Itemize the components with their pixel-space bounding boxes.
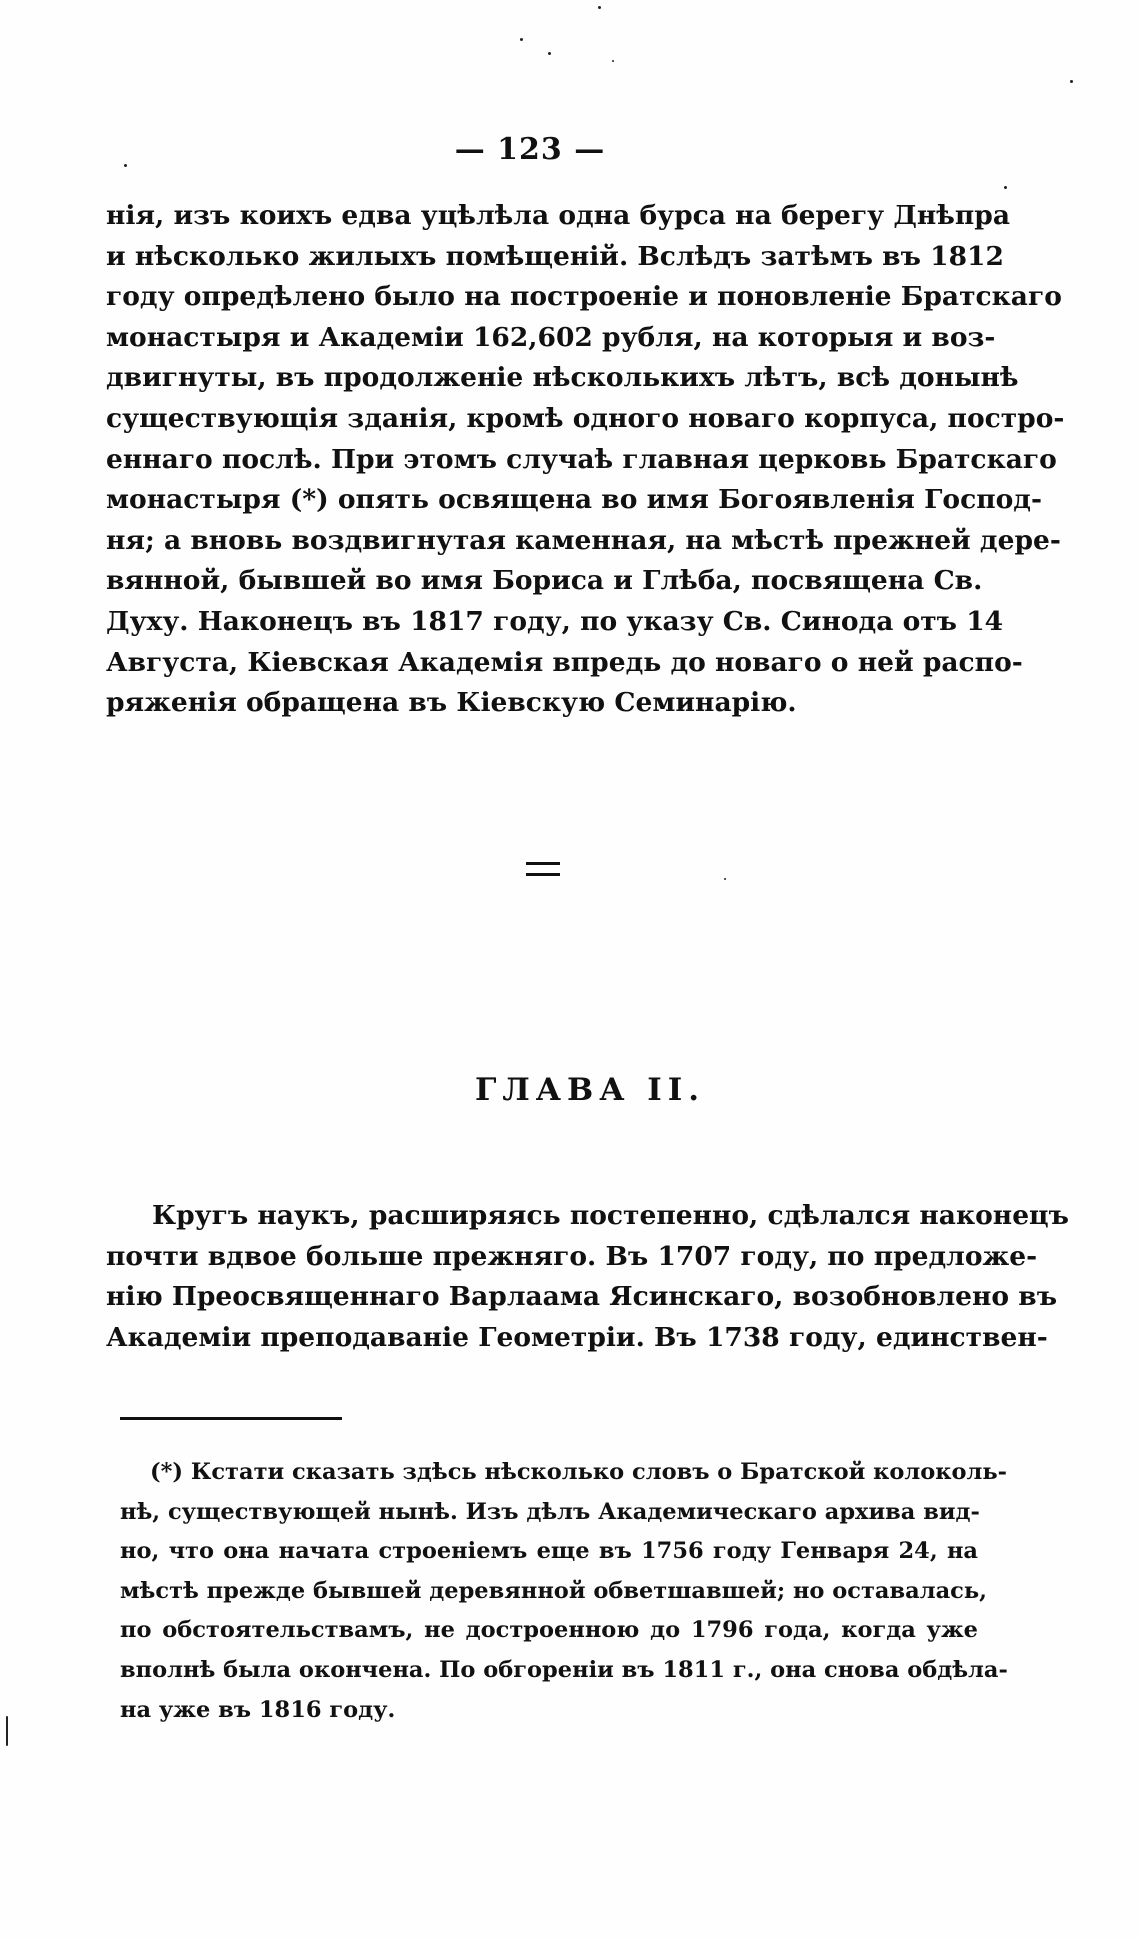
section-separator <box>526 862 560 876</box>
page-number: — 123 — <box>454 132 606 167</box>
scan-speck <box>1070 80 1073 83</box>
footnote <box>120 1453 1008 1730</box>
footnote-line: но, что она начата строеніемъ еще въ 1756 году Генваря 24, на <box>120 1538 978 1565</box>
text-line: Августа, Кіевская Академія впредь до новаго о ней распо- <box>106 646 1023 678</box>
scan-speck <box>1004 186 1007 189</box>
text-line: двигнуты, въ продолженіе нѣсколькихъ лѣтъ, всѣ донынѣ <box>106 362 1019 394</box>
text-line: ня; а вновь воздвигнутая каменная, на мѣстѣ прежней дере- <box>106 524 1061 556</box>
text-line: монастыря и Академіи 162,602 рубля, на которыя и воз- <box>106 321 996 353</box>
footnote-line: вполнѣ была окончена. По обгореніи въ 1811 г., она снова обдѣла- <box>120 1656 1008 1683</box>
text-line: нія, изъ коихъ едва уцѣлѣла одна бурса на берегу Днѣпра <box>106 200 1011 231</box>
footnote-line: по обстоятельствамъ, не достроенною до 1796 года, когда уже <box>120 1617 978 1644</box>
text-line: Кругъ наукъ, расширяясь постепенно, сдѣлался наконецъ <box>152 1200 1069 1231</box>
footnote-line: нѣ, существующей нынѣ. Изъ дѣлъ Академическаго архива вид- <box>120 1498 980 1525</box>
text-line: почти вдвое больше прежняго. Въ 1707 году, по предложе- <box>106 1240 1038 1272</box>
text-line: существующія зданія, кромѣ одного новаго корпуса, постро- <box>106 402 1065 434</box>
text-line: и нѣсколько жилыхъ помѣщеній. Вслѣдъ затѣмъ въ 1812 <box>106 240 1004 272</box>
text-line: ряженія обращена въ Кіевскую Семинарію. <box>106 687 797 719</box>
text-line: Духу. Наконецъ въ 1817 году, по указу Св. Синода отъ 14 <box>106 605 1004 637</box>
text-line: нію Преосвященнаго Варлаама Ясинскаго, возобновлено въ <box>106 1281 1058 1313</box>
scan-speck <box>548 52 551 55</box>
footnote-line: (*) Кстати сказать здѣсь нѣсколько словъ о Братской колоколь- <box>150 1459 1007 1485</box>
text-line: вянной, бывшей во имя Бориса и Глѣба, посвящена Св. <box>106 565 983 597</box>
footnote-rule <box>120 1417 342 1420</box>
footnote-line: мѣстѣ прежде бывшей деревянной обветшавшей; но оставалась, <box>120 1577 987 1604</box>
chapter-paragraph <box>106 1196 1069 1358</box>
text-line: Академіи преподаваніе Геометріи. Въ 1738 году, единствен- <box>106 1321 1048 1353</box>
text-line: году опредѣлено было на построеніе и поновленіе Братскаго <box>106 281 1062 313</box>
chapter-title: ГЛАВА II. <box>474 1072 706 1108</box>
text-line: еннаго послѣ. При этомъ случаѣ главная церковь Братскаго <box>106 443 1057 475</box>
scan-speck <box>520 38 523 41</box>
scan-speck <box>724 878 726 880</box>
scan-speck <box>612 60 614 62</box>
scan-speck <box>598 6 601 9</box>
footnote-line: на уже въ 1816 году. <box>120 1696 396 1723</box>
scan-speck <box>124 164 127 167</box>
text-line: монастыря (*) опять освящена во имя Богоявленія Господ- <box>106 484 1042 516</box>
scan-speck <box>6 1716 8 1746</box>
continuation-paragraph <box>106 196 1065 724</box>
